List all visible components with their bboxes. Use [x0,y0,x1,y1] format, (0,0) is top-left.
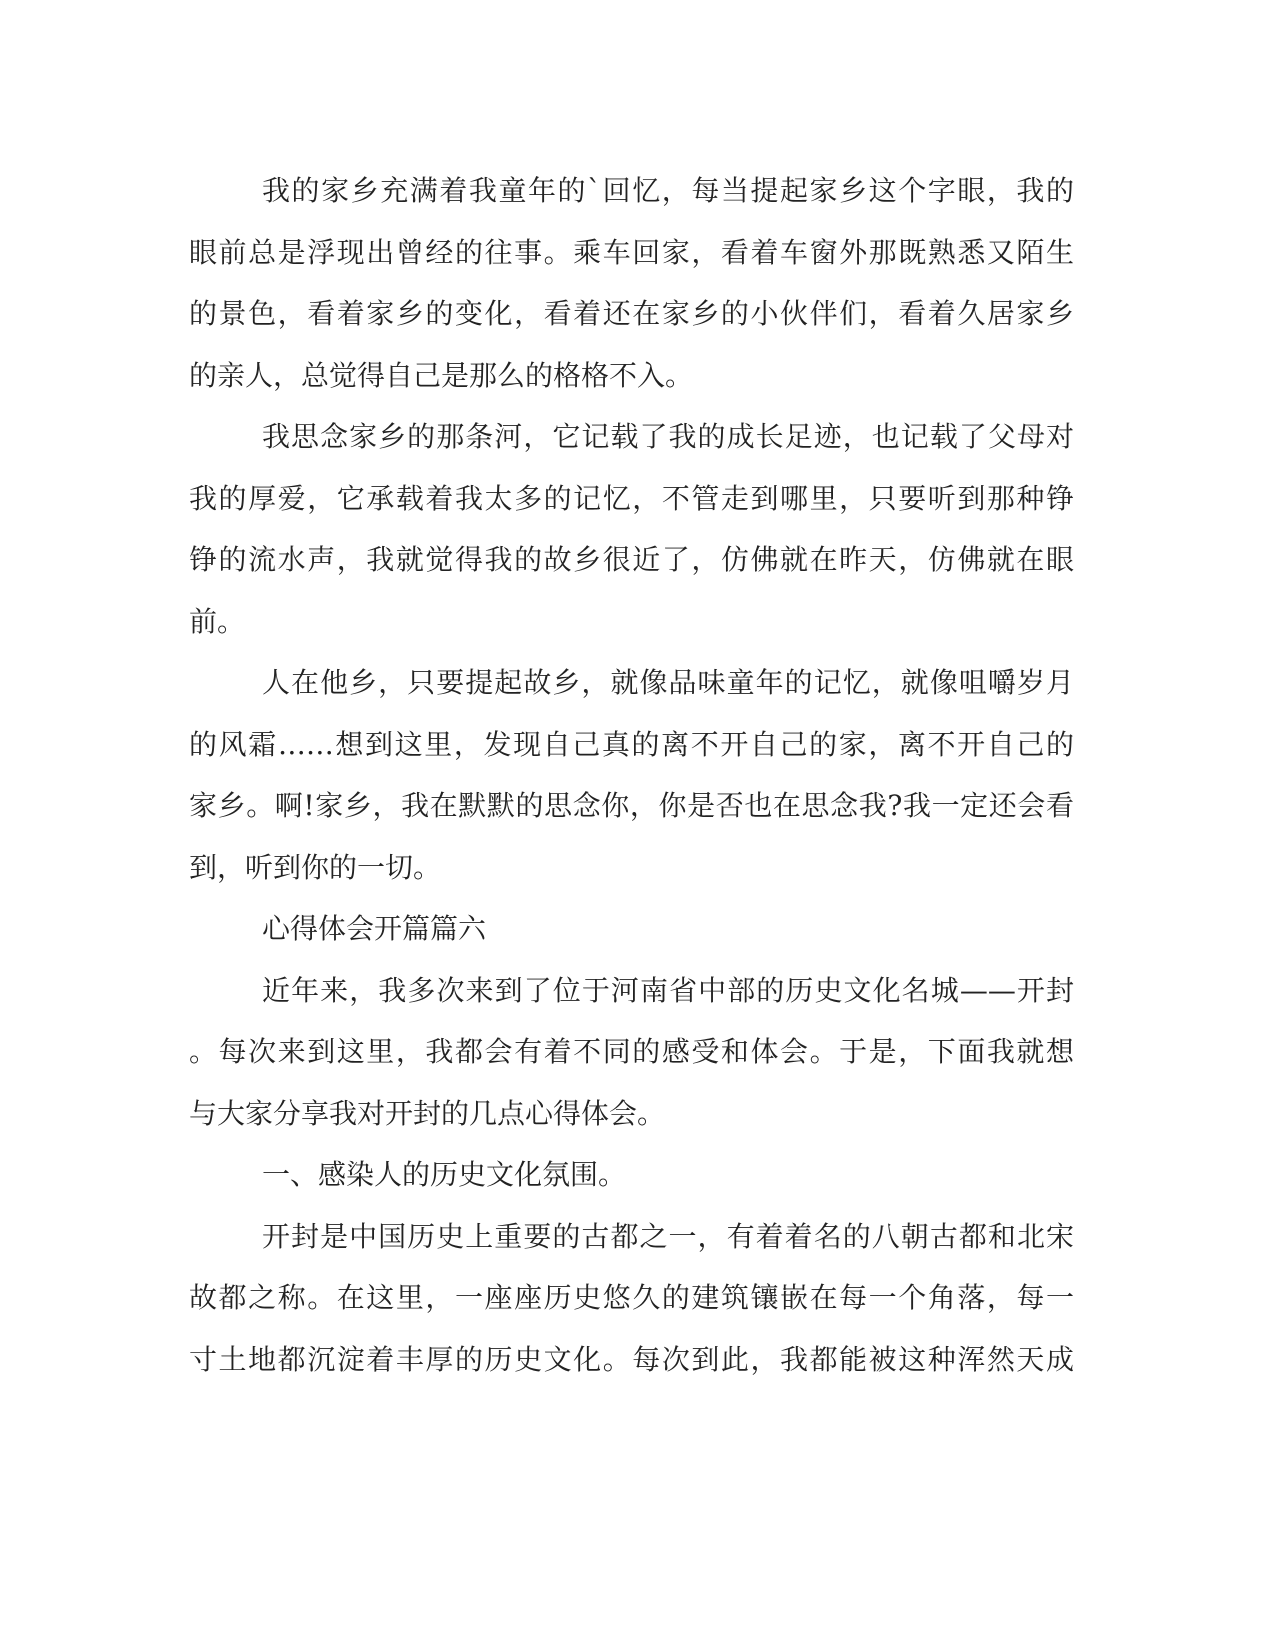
text-line: 人在他乡，只要提起故乡，就像品味童年的记忆，就像咀嚼岁月 [262,666,1074,699]
text-line: 的景色，看着家乡的变化，看着还在家乡的小伙伴们，看着久居家乡 [189,297,1074,330]
text-line: 铮的流水声，我就觉得我的故乡很近了，仿佛就在昨天，仿佛就在眼 [189,543,1074,576]
text-line: 我思念家乡的那条河，它记载了我的成长足迹，也记载了父母对 [262,420,1074,453]
text-line: 故都之称。在这里，一座座历史悠久的建筑镶嵌在每一个角落，每一 [189,1281,1074,1314]
text-line: 的风霜……想到这里，发现自己真的离不开自己的家，离不开自己的 [189,727,1074,761]
text-line: 我的厚爱，它承载着我太多的记忆，不管走到哪里，只要听到那种铮 [189,481,1074,515]
text-line: 家乡。啊!家乡，我在默默的思念你，你是否也在思念我?我一定还会看 [189,789,1074,822]
text-line: 开封是中国历史上重要的古都之一，有着着名的八朝古都和北宋 [262,1219,1074,1253]
text-line: 与大家分享我对开封的几点心得体会。 [189,1096,666,1130]
text-line: 前。 [189,604,246,638]
section-heading: 心得体会开篇篇六 [262,912,487,945]
subsection-heading: 一、感染人的历史文化氛围。 [262,1158,627,1191]
text-line: 的亲人，总觉得自己是那么的格格不入。 [189,358,694,392]
text-line: 到，听到你的一切。 [189,850,442,884]
text-line: 寸土地都沉淀着丰厚的历史文化。每次到此，我都能被这种浑然天成 [189,1342,1074,1376]
text-line: 我的家乡充满着我童年的`回忆，每当提起家乡这个字眼，我的 [262,174,1074,207]
text-line: 。每次来到这里，我都会有着不同的感受和体会。于是，下面我就想 [189,1035,1074,1068]
document-body [189,160,1074,1390]
text-line: 近年来，我多次来到了位于河南省中部的历史文化名城——开封 [262,973,1074,1007]
text-line: 眼前总是浮现出曾经的往事。乘车回家，看着车窗外那既熟悉又陌生 [189,235,1074,269]
